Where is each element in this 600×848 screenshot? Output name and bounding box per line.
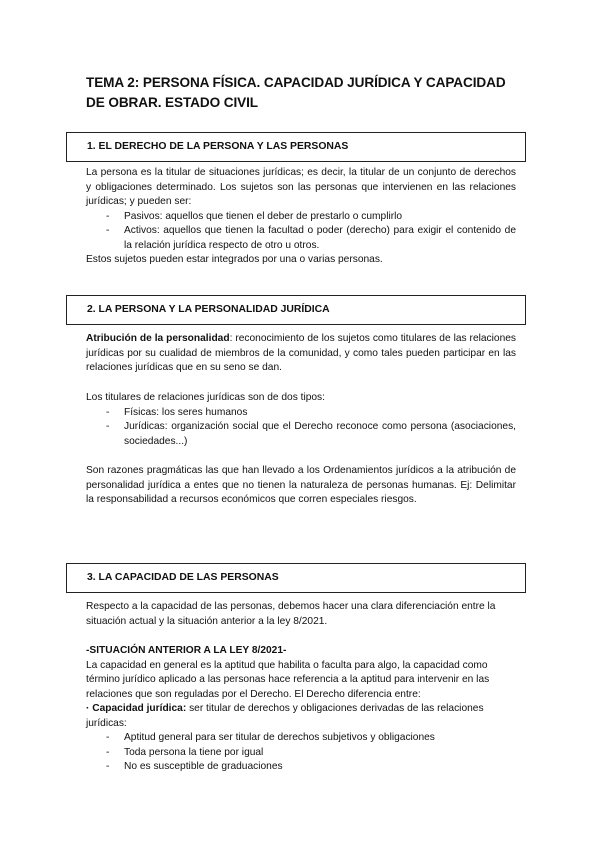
document-title: TEMA 2: PERSONA FÍSICA. CAPACIDAD JURÍDICA Y CAPACIDAD DE OBRAR. ESTADO CIVIL — [86, 75, 506, 110]
section-3-heading: 3. LA CAPACIDAD DE LAS PERSONAS — [87, 572, 279, 583]
list-item: - Jurídicas: organización social que el Derecho reconoce como persona (asociaciones, sociedades...) — [86, 420, 516, 449]
section-2-body — [86, 332, 516, 376]
section-1-intro: La persona es la titular de situaciones jurídicas; es decir, la titular de un conjunto de derechos y obligaciones determinado. Los sujetos son las personas que intervienen en las relaciones jurídicas; y pueden ser: — [86, 167, 516, 207]
personality-label: Atribución de la personalidad — [86, 333, 230, 344]
section-3-list — [86, 731, 516, 775]
section-2-paragraph-1 — [86, 332, 516, 376]
list-item: - No es susceptible de graduaciones — [86, 760, 516, 775]
section-3-subheading: -SITUACIÓN ANTERIOR A LA LEY 8/2021- — [86, 645, 287, 656]
section-1-body — [86, 166, 516, 268]
capacity-text: ser titular de derechos y obligaciones derivadas de las relaciones jurídicas: — [86, 703, 484, 729]
section-2-heading: 2. LA PERSONA Y LA PERSONALIDAD JURÍDICA — [87, 304, 330, 315]
section-1-list — [86, 210, 516, 254]
section-3-paragraph-1: Respecto a la capacidad de las personas, debemos hacer una clara diferenciación entre la situación actual y la situación anterior a la ley 8/2021. — [86, 601, 496, 627]
list-item: - Aptitud general para ser titular de derechos subjetivos y obligaciones — [86, 731, 516, 746]
capacity-label: Capacidad jurídica: — [92, 703, 187, 714]
section-1-outro: Estos sujetos pueden estar integrados por una o varias personas. — [86, 254, 383, 265]
section-3-body — [86, 644, 516, 775]
section-3-heading-box — [66, 563, 526, 593]
list-item: - Toda persona la tiene por igual — [86, 746, 516, 761]
bullet-icon: · — [86, 703, 90, 714]
list-item: - Físicas: los seres humanos — [86, 406, 516, 421]
section-2-list — [86, 406, 516, 450]
section-2-paragraph-3: Son razones pragmáticas las que han llevado a los Ordenamientos jurídicos a la atribución de personalidad jurídica a entes que no tienen la naturaleza de personas humanas. Ej: Delimitar la responsabilidad a recursos económicos que corren especiales riesgos. — [86, 465, 516, 505]
section-2-types — [86, 391, 516, 449]
section-3-paragraph-2: La capacidad en general es la aptitud que habilita o faculta para algo, la capacidad como término jurídico aplicado a las personas hace referencia a la aptitud para intervenir en las relaciones que son reguladas por el Derecho. El Derecho diferencia entre: — [86, 659, 490, 700]
section-2-reasons — [86, 464, 516, 508]
section-1-heading-box — [66, 132, 526, 162]
section-2-heading-box — [66, 295, 526, 325]
section-2-paragraph-2: Los titulares de relaciones jurídicas son de dos tipos: — [86, 392, 325, 403]
section-1-heading: 1. EL DERECHO DE LA PERSONA Y LAS PERSONAS — [87, 141, 349, 152]
list-item: - Activos: aquellos que tienen la facultad o poder (derecho) para exigir el contenido de la relación jurídica respecto de otro u otros. — [86, 224, 516, 253]
list-item: - Pasivos: aquellos que tienen el deber de prestarlo o cumplirlo — [86, 210, 516, 225]
personality-text: : reconocimiento de los sujetos como titulares de las relaciones jurídicas por su cualidad de miembros de la comunidad, y como tales pueden participar en las relaciones jurídicas que en su seno se dan. — [86, 333, 516, 373]
section-3-intro — [86, 600, 516, 629]
capacity-bullet — [86, 702, 516, 731]
